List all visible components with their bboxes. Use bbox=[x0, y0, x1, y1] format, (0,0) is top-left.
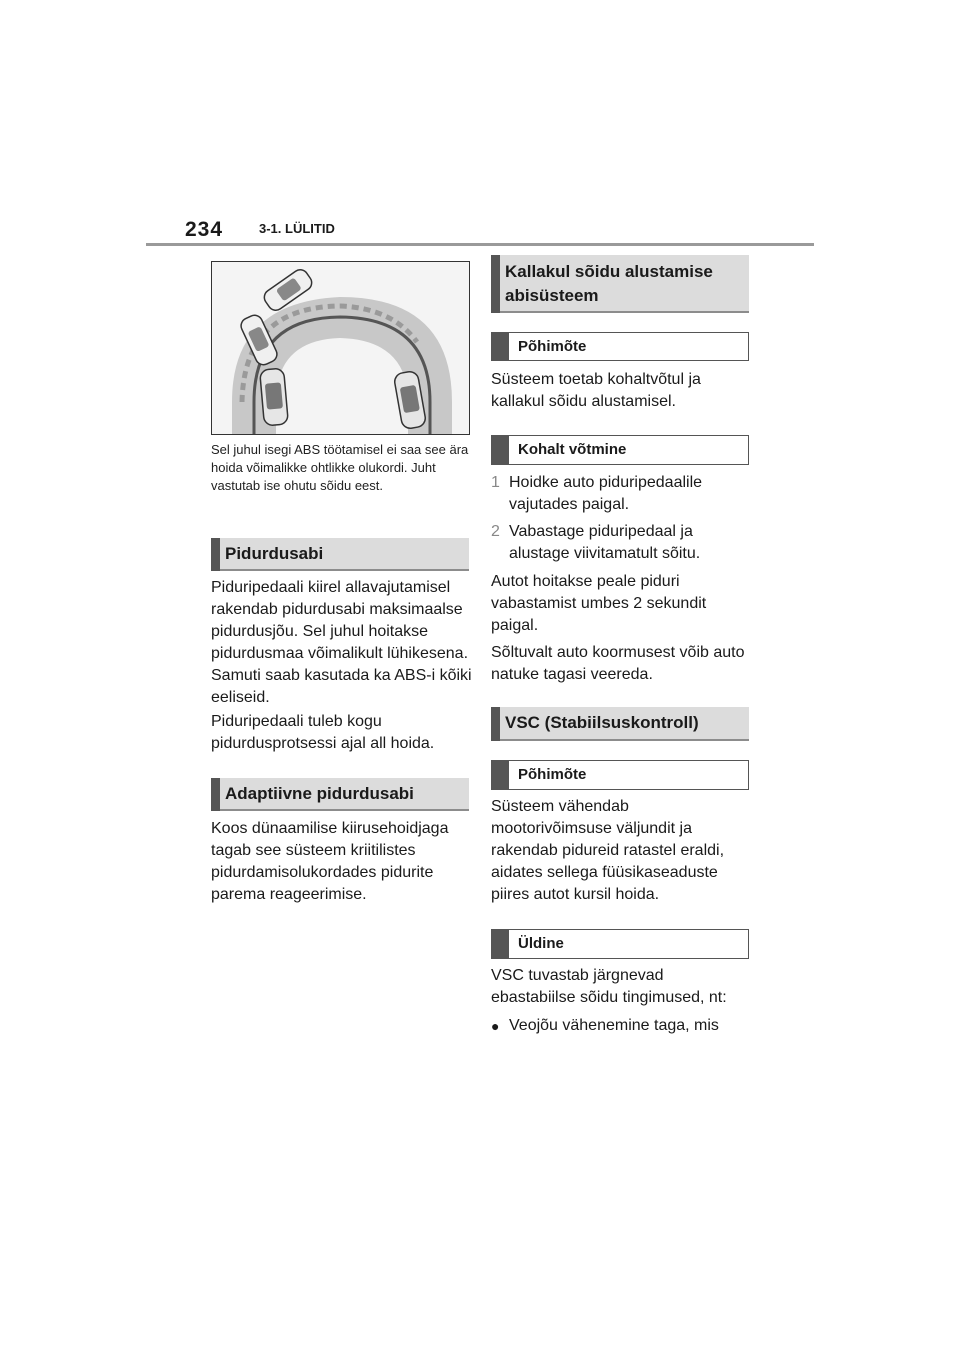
hill-start-paragraph-1: Autot hoitakse peale piduri vabastamist umbes 2 sekundit paigal. bbox=[491, 573, 707, 634]
hill-start-paragraph-2: Sõltuvalt auto koormusest võib auto natuke tagasi veereda. bbox=[491, 644, 745, 683]
section-heading-vsc: VSC (Stabiilsuskontroll) bbox=[491, 707, 749, 741]
header-rule bbox=[146, 243, 814, 246]
step-text: Hoidke auto piduripedaalile vajutades paigal. bbox=[509, 474, 703, 513]
bullet-text: Veojõu vähenemine taga, mis bbox=[509, 1017, 719, 1034]
subheading-uldine: Üldine bbox=[491, 929, 749, 959]
subheading-kohalt-votmine: Kohalt võtmine bbox=[491, 435, 749, 465]
step-2 bbox=[491, 521, 749, 565]
step-1 bbox=[491, 472, 749, 516]
vsc-general-text: VSC tuvastab järgnevad ebastabiilse sõidu tingimused, nt: bbox=[491, 967, 727, 1006]
vsc-principle-text: Süsteem vähendab mootorivõimsuse väljundit ja rakendab pidureid ratastel eraldi, aidates sellega füüsikaseaduste piires autot kursil hoida. bbox=[491, 798, 725, 903]
page-number: 234 bbox=[185, 218, 224, 241]
step-text: Vabastage piduripedaal ja alustage viivitamatult sõitu. bbox=[509, 523, 701, 562]
figure-caption: Sel juhul isegi ABS töötamisel ei saa see ära hoida võimalikke ohtlikke olukordi. Juht vastutab ise ohutu sõidu eest. bbox=[211, 442, 469, 493]
bullet-item bbox=[491, 1015, 749, 1037]
section-heading-hill-start: Kallakul sõidu alustamise abisüsteem bbox=[491, 255, 749, 313]
hill-start-principle-text: Süsteem toetab kohaltvõtul ja kallakul sõidu alustamisel. bbox=[491, 371, 701, 410]
chapter-title: 3-1. LÜLITID bbox=[259, 221, 335, 236]
subheading-pohimote-2: Põhimõte bbox=[491, 760, 749, 790]
pidurdusabi-paragraph-1: Piduripedaali kiirel allavajutamisel rakendab pidurdusabi maksimaalse pidurdusjõu. Sel juhul hoitakse pidurdusmaa võimalikult lühikesena. Samuti saab kasutada ka ABS-i kõiki eeliseid. bbox=[211, 579, 472, 706]
bullet-dot-icon: ● bbox=[491, 1018, 500, 1034]
subheading-pohimote-1: Põhimõte bbox=[491, 332, 749, 361]
section-heading-adaptive-brake: Adaptiivne pidurdusabi bbox=[211, 778, 469, 811]
section-heading-pidurdusabi: Pidurdusabi bbox=[211, 538, 469, 571]
pidurdusabi-paragraph-2: Piduripedaali tuleb kogu pidurdusprotsessi ajal all hoida. bbox=[211, 713, 435, 752]
step-number: 1 bbox=[491, 474, 500, 491]
adaptive-brake-paragraph: Koos dünaamilise kiirusehoidjaga tagab see süsteem kriitilistes pidurdamisolukordades pidurite parema reageerimise. bbox=[211, 820, 449, 903]
skid-illustration bbox=[211, 261, 470, 435]
step-number: 2 bbox=[491, 523, 500, 540]
